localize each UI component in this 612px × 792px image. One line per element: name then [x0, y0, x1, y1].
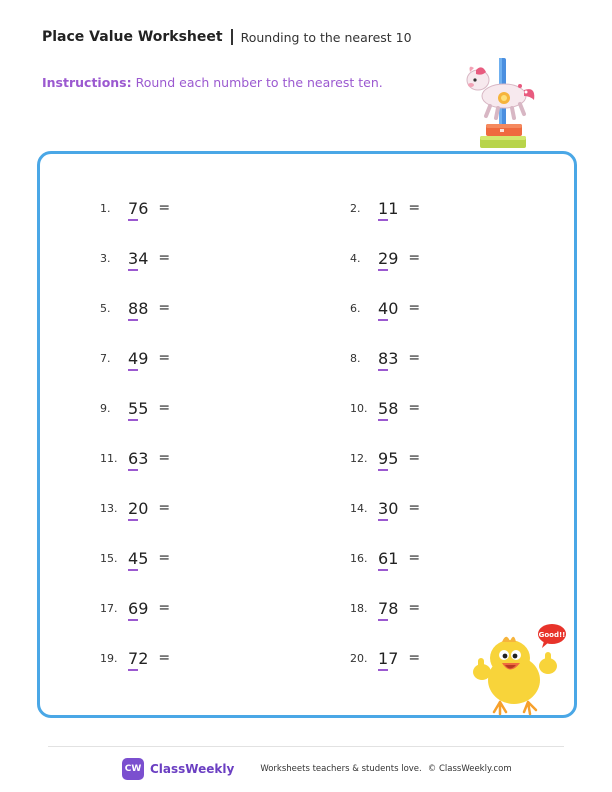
- instructions-label: Instructions:: [42, 75, 132, 90]
- tens-digit: 6: [128, 598, 139, 618]
- ones-digit: 7: [388, 648, 399, 668]
- problem-item: [100, 647, 170, 669]
- ones-digit: 8: [138, 298, 149, 318]
- worksheet-header: [42, 29, 412, 45]
- problem-item: [350, 397, 420, 419]
- tens-digit: 6: [128, 448, 139, 468]
- problem-value: [378, 499, 398, 518]
- problem-number: 4.: [350, 251, 361, 265]
- equals-sign: =: [158, 300, 171, 316]
- problem-number: 12.: [350, 451, 368, 465]
- problem-item: [100, 597, 170, 619]
- tens-digit: 7: [128, 198, 139, 218]
- classweekly-logo-icon: CW: [122, 758, 144, 780]
- instructions: [42, 75, 383, 90]
- problem-number: 15.: [100, 551, 118, 565]
- problem-value: [128, 599, 148, 618]
- footer-divider: [48, 746, 564, 747]
- problem-value: [378, 549, 398, 568]
- problem-number: 9.: [100, 401, 111, 415]
- problem-item: [100, 397, 170, 419]
- tens-digit: 2: [378, 248, 389, 268]
- worksheet-title: Place Value Worksheet: [42, 29, 223, 45]
- equals-sign: =: [158, 400, 171, 416]
- equals-sign: =: [158, 550, 171, 566]
- problem-value: [378, 449, 398, 468]
- tens-digit: 4: [128, 548, 139, 568]
- problem-item: [350, 497, 420, 519]
- problem-value: [128, 499, 148, 518]
- problem-item: [100, 547, 170, 569]
- problem-value: [128, 549, 148, 568]
- equals-sign: =: [408, 450, 421, 466]
- tens-digit: 3: [378, 498, 389, 518]
- problem-value: [128, 199, 148, 218]
- problem-item: [100, 197, 170, 219]
- ones-digit: 8: [388, 598, 399, 618]
- ones-digit: 0: [388, 298, 399, 318]
- tens-digit: 3: [128, 248, 139, 268]
- problem-item: [100, 347, 170, 369]
- problem-value: [378, 199, 398, 218]
- tens-digit: 5: [128, 398, 139, 418]
- ones-digit: 2: [138, 648, 149, 668]
- tens-digit: 8: [128, 298, 139, 318]
- problem-value: [378, 249, 398, 268]
- equals-sign: =: [408, 650, 421, 666]
- equals-sign: =: [408, 250, 421, 266]
- problem-number: 14.: [350, 501, 368, 515]
- problem-value: [128, 249, 148, 268]
- problem-item: [350, 447, 420, 469]
- header-divider: [231, 29, 233, 45]
- equals-sign: =: [408, 400, 421, 416]
- problem-number: 13.: [100, 501, 118, 515]
- problem-number: 6.: [350, 301, 361, 315]
- ones-digit: 8: [388, 398, 399, 418]
- problem-item: [350, 297, 420, 319]
- tens-digit: 2: [128, 498, 139, 518]
- ones-digit: 1: [388, 198, 399, 218]
- problem-number: 18.: [350, 601, 368, 615]
- tens-digit: 1: [378, 198, 389, 218]
- problem-item: [100, 447, 170, 469]
- equals-sign: =: [408, 500, 421, 516]
- tens-digit: 4: [128, 348, 139, 368]
- ones-digit: 5: [388, 448, 399, 468]
- problem-number: 7.: [100, 351, 111, 365]
- problem-item: [100, 247, 170, 269]
- problem-item: [350, 547, 420, 569]
- equals-sign: =: [408, 200, 421, 216]
- problem-number: 5.: [100, 301, 111, 315]
- classweekly-logo-text: ClassWeekly: [150, 762, 235, 776]
- thumbs-up-chick-illustration: [468, 622, 568, 718]
- problem-item: [350, 647, 420, 669]
- problem-value: [378, 649, 398, 668]
- problem-value: [378, 349, 398, 368]
- problem-number: 19.: [100, 651, 118, 665]
- equals-sign: =: [408, 350, 421, 366]
- tens-digit: 9: [378, 448, 389, 468]
- equals-sign: =: [158, 250, 171, 266]
- problem-value: [128, 399, 148, 418]
- ones-digit: 3: [388, 348, 399, 368]
- tens-digit: 6: [378, 548, 389, 568]
- problem-number: 1.: [100, 201, 111, 215]
- worksheet-subtitle: Rounding to the nearest 10: [240, 29, 412, 45]
- tens-digit: 1: [378, 648, 389, 668]
- ones-digit: 6: [138, 198, 149, 218]
- ones-digit: 5: [138, 398, 149, 418]
- equals-sign: =: [158, 500, 171, 516]
- tens-digit: 7: [378, 598, 389, 618]
- problem-item: [100, 297, 170, 319]
- problem-number: 16.: [350, 551, 368, 565]
- tens-digit: 4: [378, 298, 389, 318]
- problem-item: [100, 497, 170, 519]
- problem-value: [378, 299, 398, 318]
- ones-digit: 0: [388, 498, 399, 518]
- problem-value: [128, 449, 148, 468]
- problem-value: [128, 349, 148, 368]
- instructions-text: Round each number to the nearest ten.: [131, 75, 383, 90]
- problem-number: 8.: [350, 351, 361, 365]
- equals-sign: =: [408, 550, 421, 566]
- carousel-horse-toy-illustration: [460, 56, 540, 154]
- problem-item: [350, 597, 420, 619]
- tens-digit: 8: [378, 348, 389, 368]
- equals-sign: =: [158, 350, 171, 366]
- chick-speech-bubble: Good!!: [538, 631, 566, 639]
- footer-copyright: © ClassWeekly.com: [427, 764, 512, 774]
- equals-sign: =: [408, 600, 421, 616]
- ones-digit: 4: [138, 248, 149, 268]
- equals-sign: =: [158, 650, 171, 666]
- ones-digit: 1: [388, 548, 399, 568]
- ones-digit: 9: [138, 348, 149, 368]
- ones-digit: 3: [138, 448, 149, 468]
- problem-number: 3.: [100, 251, 111, 265]
- ones-digit: 9: [388, 248, 399, 268]
- problem-number: 11.: [100, 451, 118, 465]
- tens-digit: 7: [128, 648, 139, 668]
- problem-number: 20.: [350, 651, 368, 665]
- equals-sign: =: [158, 450, 171, 466]
- equals-sign: =: [408, 300, 421, 316]
- equals-sign: =: [158, 600, 171, 616]
- problem-item: [350, 347, 420, 369]
- footer: [122, 758, 512, 780]
- ones-digit: 5: [138, 548, 149, 568]
- equals-sign: =: [158, 200, 171, 216]
- problem-number: 2.: [350, 201, 361, 215]
- ones-digit: 0: [138, 498, 149, 518]
- problem-value: [128, 299, 148, 318]
- tens-digit: 5: [378, 398, 389, 418]
- footer-tagline: Worksheets teachers & students love.: [260, 764, 422, 774]
- ones-digit: 9: [138, 598, 149, 618]
- problem-value: [378, 399, 398, 418]
- problem-value: [378, 599, 398, 618]
- problem-item: [350, 247, 420, 269]
- problem-value: [128, 649, 148, 668]
- problem-number: 17.: [100, 601, 118, 615]
- problem-number: 10.: [350, 401, 368, 415]
- problem-item: [350, 197, 420, 219]
